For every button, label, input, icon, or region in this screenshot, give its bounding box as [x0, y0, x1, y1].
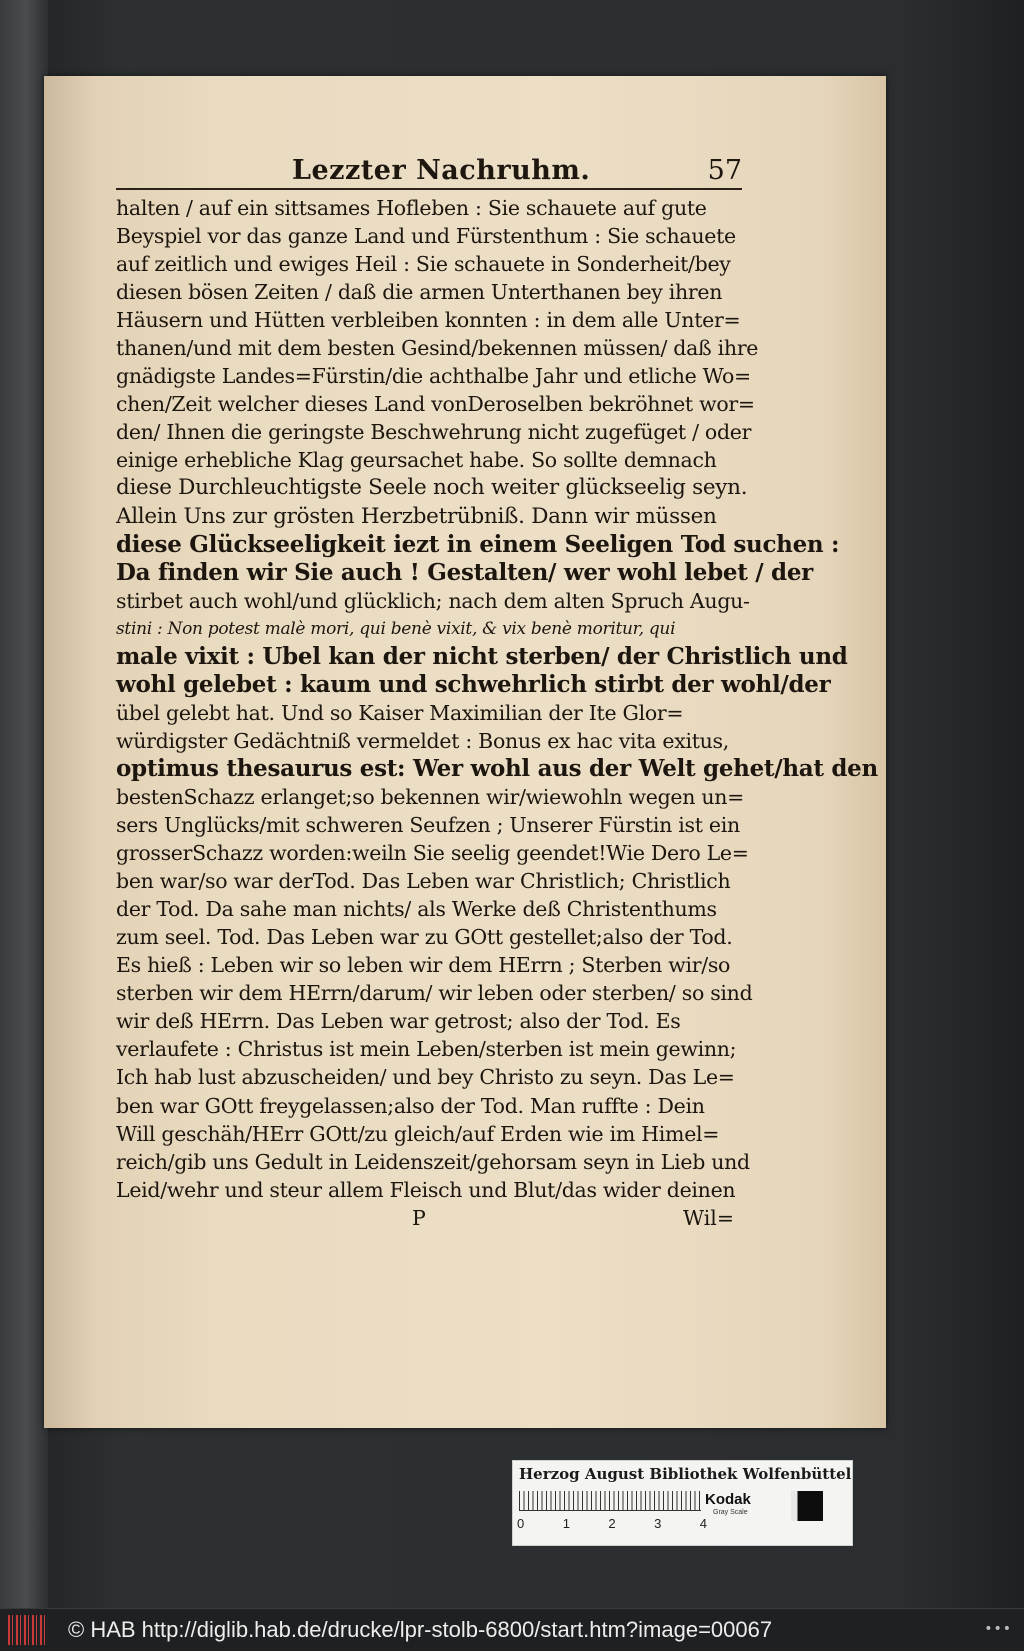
text-line: Beyspiel vor das ganze Land und Fürstenthum : Sie schauete — [116, 224, 736, 249]
text-line: optimus thesaurus est: Wer wohl aus der Welt gehet/hat den — [116, 754, 878, 782]
text-line: reich/gib uns Gedult in Leidenszeit/gehorsam seyn in Lieb und — [116, 1149, 750, 1174]
text-line: ben war GOtt freygelassen;also der Tod. Man ruffte : Dein — [116, 1093, 705, 1118]
text-line: Leid/wehr und steur allem Fleisch und Blut/das wider deinen — [116, 1177, 736, 1202]
text-line: würdigster Gedächtniß vermeldet : Bonus ex hac vita exitus, — [116, 728, 729, 753]
source-url-text[interactable]: © HAB http://diglib.hab.de/drucke/lpr-stolb-6800/start.htm?image=00067 — [68, 1617, 773, 1642]
scanner-edge — [0, 0, 48, 1608]
ruler-scale — [519, 1491, 701, 1511]
status-bar — [0, 1608, 1024, 1651]
text-line: sterben wir dem HErrn/darum/ wir leben oder sterben/ so sind — [116, 981, 753, 1006]
text-line: sers Unglücks/mit schweren Seufzen ; Unserer Fürstin ist ein — [116, 813, 740, 838]
text-line: Allein Uns zur grösten Herzbetrübniß. Dann wir müssen — [116, 503, 717, 529]
ruler-numbers — [517, 1516, 707, 1531]
text-line: verlaufete : Christus ist mein Leben/sterben ist mein gewinn; — [116, 1037, 737, 1062]
text-line: bestenSchazz erlanget;so bekennen wir/wiewohln wegen un= — [116, 784, 745, 809]
text-line: auf zeitlich und ewiges Heil : Sie schauete in Sonderheit/bey — [116, 252, 731, 277]
text-line: wir deß HErrn. Das Leben war getrost; also der Tod. Es — [116, 1009, 681, 1034]
page-text-block — [116, 155, 878, 1360]
ruler-number: 2 — [608, 1516, 616, 1531]
text-line: grosserSchazz worden:weiln Sie seelig geendet!Wie Dero Le= — [116, 841, 749, 866]
more-options-icon[interactable]: ••• — [984, 1621, 1012, 1637]
text-line: wohl gelebet : kaum und schwehrlich stirbt der wohl/der — [116, 670, 831, 698]
kodak-brand: Kodak — [705, 1491, 751, 1508]
signature-mark: P — [412, 1205, 426, 1230]
text-line: ben war/so war derTod. Das Leben war Christlich; Christlich — [116, 869, 731, 894]
text-line: Häusern und Hütten verbleiben konnten : in dem alle Unter= — [116, 308, 741, 333]
text-line: Ich hab lust abzuscheiden/ und bey Christo zu seyn. Das Le= — [116, 1065, 735, 1090]
text-line: den/ Ihnen die geringste Beschwehrung nicht zugefüget / oder — [116, 420, 752, 445]
text-line: chen/Zeit welcher dieses Land vonDeroselben bekröhnet wor= — [116, 392, 755, 417]
text-line: male vixit : Ubel kan der nicht sterben/ der Christlich und — [116, 642, 848, 670]
text-line: diese Durchleuchtigste Seele noch weiter glückseelig seyn. — [116, 475, 748, 501]
page-number: 57 — [707, 155, 742, 186]
text-line: diese Glückseeligkeit iezt in einem Seeligen Tod suchen : — [116, 530, 840, 558]
text-line: Es hieß : Leben wir so leben wir dem HErrn ; Sterben wir/so — [116, 953, 731, 978]
text-line: Da finden wir Sie auch ! Gestalten/ wer wohl lebet / der — [116, 558, 813, 586]
text-line: Will geschäh/HErr GOtt/zu gleich/auf Erden wie im Himel= — [116, 1121, 720, 1146]
catch-row — [116, 1206, 742, 1236]
running-head — [116, 155, 742, 190]
text-line: stini : Non potest malè mori, qui benè vixit, & vix benè moritur, qui — [116, 618, 676, 639]
text-line: einige erhebliche Klag geursachet habe. So sollte demnach — [116, 448, 717, 473]
ruler-number: 3 — [654, 1516, 662, 1531]
text-line: gnädigste Landes=Fürstin/die achthalbe Jahr und etliche Wo= — [116, 364, 751, 389]
text-line: stirbet auch wohl/und glücklich; nach dem alten Spruch Augu- — [116, 588, 750, 613]
body-text — [116, 194, 878, 1204]
catchword: Wil= — [683, 1205, 734, 1230]
book-page — [44, 76, 886, 1428]
color-calibration-card — [512, 1460, 853, 1546]
barcode-icon — [8, 1615, 46, 1645]
gray-patch — [791, 1491, 823, 1521]
ruler-number: 0 — [517, 1516, 525, 1531]
ruler-number: 4 — [699, 1516, 707, 1531]
text-line: zum seel. Tod. Das Leben war zu GOtt gestellet;also der Tod. — [116, 925, 733, 950]
kodak-gray-scale-label: Gray Scale — [713, 1509, 748, 1516]
ruler-number: 1 — [562, 1516, 570, 1531]
text-line: halten / auf ein sittsames Hofleben : Sie schauete auf gute — [116, 196, 707, 220]
card-title: Herzog August Bibliothek Wolfenbüttel — [519, 1465, 852, 1483]
running-title: Lezzter Nachruhm. — [292, 155, 591, 186]
text-line: der Tod. Da sahe man nichts/ als Werke deß Christenthums — [116, 897, 717, 922]
text-line: thanen/und mit dem besten Gesind/bekennen müssen/ daß ihre — [116, 336, 759, 361]
text-line: übel gelebt hat. Und so Kaiser Maximilian der Ite Glor= — [116, 700, 684, 725]
text-line: diesen bösen Zeiten / daß die armen Unterthanen bey ihren — [116, 280, 723, 305]
